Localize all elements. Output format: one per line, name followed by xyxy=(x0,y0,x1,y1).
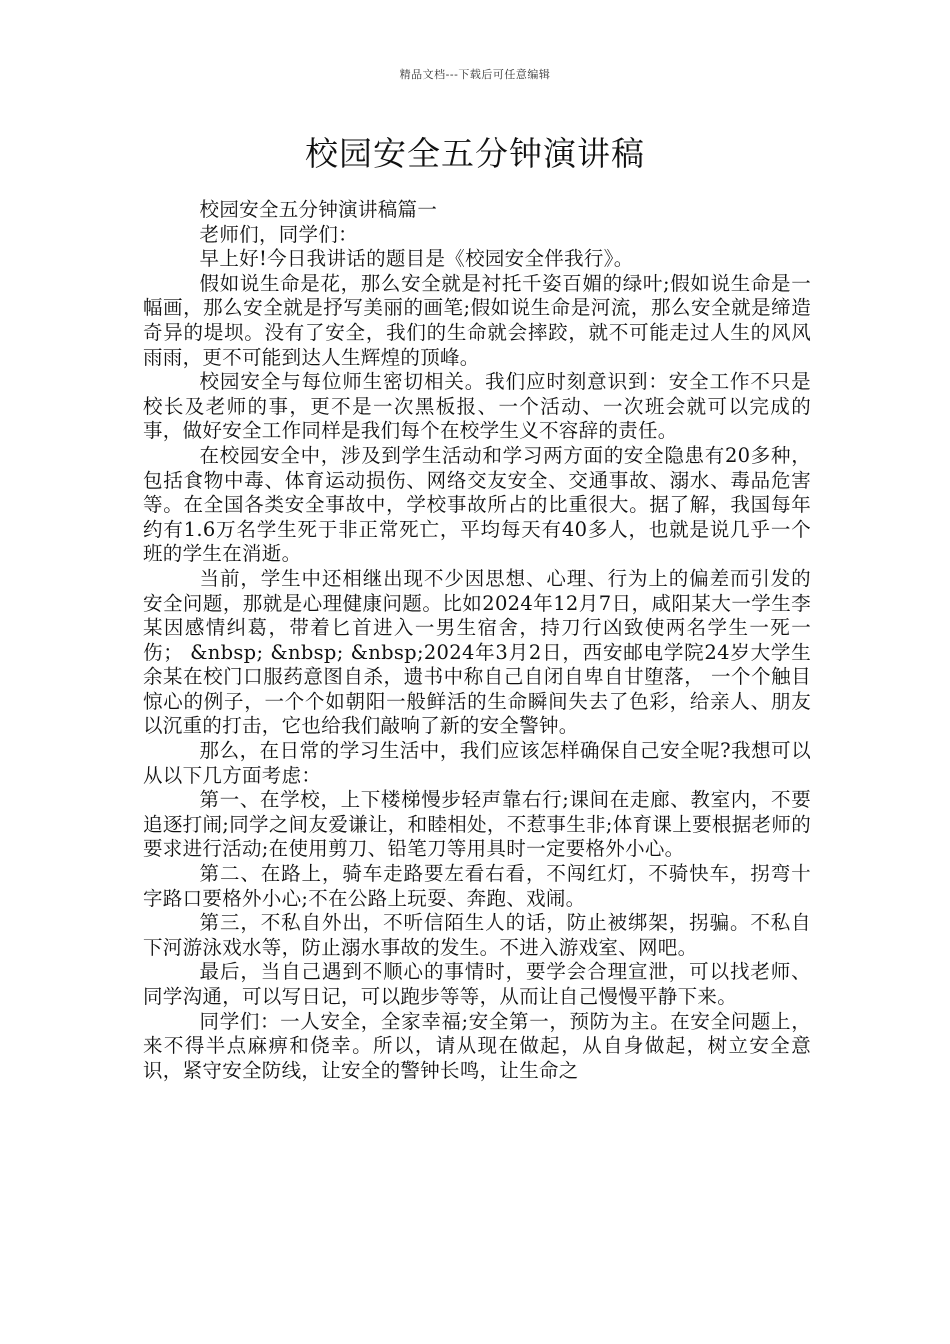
paragraph: 最后，当自己遇到不顺心的事情时，要学会合理宣泄，可以找老师、同学沟通，可以写日记，可以跑步等等，从而让自己慢慢平静下来。 xyxy=(143,960,811,1008)
paragraph-salutation: 老师们，同学们： xyxy=(199,222,358,246)
paragraph: 在校园安全中，涉及到学生活动和学习两方面的安全隐患有20多种，包括食物中毒、体育运动损伤、网络交友安全、交通事故、溺水、毒品危害等。在全国各类安全事故中，学校事故所占的比重很大。据了解，我国每年约有1.6万名学生死于非正常死亡，平均每天有40多人，也就是说几乎一个班的学生在消逝。 xyxy=(143,443,811,566)
paragraph: 第二、在路上，骑车走路要左看右看，不闯红灯，不骑快车，拐弯十字路口要格外小心;不在公路上玩耍、奔跑、戏闹。 xyxy=(143,862,811,910)
page-header-note: 精品文档---下载后可任意编辑 xyxy=(399,68,551,81)
document-body xyxy=(143,198,811,1083)
paragraph-subtitle: 校园安全五分钟演讲稿篇一 xyxy=(199,198,438,221)
paragraph: 那么，在日常的学习生活中，我们应该怎样确保自己安全呢?我想可以从以下几方面考虑： xyxy=(143,739,811,787)
paragraph-greeting: 早上好!今日我讲话的题目是《校园安全伴我行》。 xyxy=(199,247,634,271)
paragraph: 假如说生命是花，那么安全就是衬托千姿百媚的绿叶;假如说生命是一幅画，那么安全就是抒写美丽的画笔;假如说生命是河流，那么安全就是缔造奇异的堤坝。没有了安全，我们的生命就会摔跤，就不可能走过人生的风风雨雨，更不可能到达人生辉煌的顶峰。 xyxy=(143,271,811,369)
paragraph: 当前，学生中还相继出现不少因思想、心理、行为上的偏差而引发的安全问题，那就是心理健康问题。比如2024年12月7日，咸阳某大一学生李某因感情纠葛，带着匕首进入一男生宿舍，持刀行凶致使两名学生一死一伤； &nbsp; &nbsp; &nbsp;2024年3月2日，西安邮电学院24岁大学生余某在校门口服药意图自杀，遗书中称自己自闭自卑自甘堕落， 一个个触目惊心的例子，一个个如朝阳一般鲜活的生命瞬间失去了色彩，给亲人、朋友以沉重的打击，它也给我们敲响了新的安全警钟。 xyxy=(143,566,811,738)
paragraph: 校园安全与每位师生密切相关。我们应时刻意识到：安全工作不只是校长及老师的事，更不是一次黑板报、一个活动、一次班会就可以完成的事，做好安全工作同样是我们每个在校学生义不容辞的责任。 xyxy=(143,370,811,443)
paragraph: 第一、在学校，上下楼梯慢步轻声靠右行;课间在走廊、教室内，不要追逐打闹;同学之间友爱谦让，和睦相处，不惹事生非;体育课上要根据老师的要求进行活动;在使用剪刀、铅笔刀等用具时一定要格外小心。 xyxy=(143,788,811,861)
document-title: 校园安全五分钟演讲稿 xyxy=(305,134,645,173)
paragraph: 同学们：一人安全，全家幸福;安全第一，预防为主。在安全问题上，来不得半点麻痹和侥幸。所以，请从现在做起，从自身做起，树立安全意识，紧守安全防线，让安全的警钟长鸣，让生命之 xyxy=(143,1009,811,1082)
paragraph: 第三，不私自外出，不听信陌生人的话，防止被绑架，拐骗。不私自下河游泳戏水等，防止溺水事故的发生。不进入游戏室、网吧。 xyxy=(143,911,811,959)
